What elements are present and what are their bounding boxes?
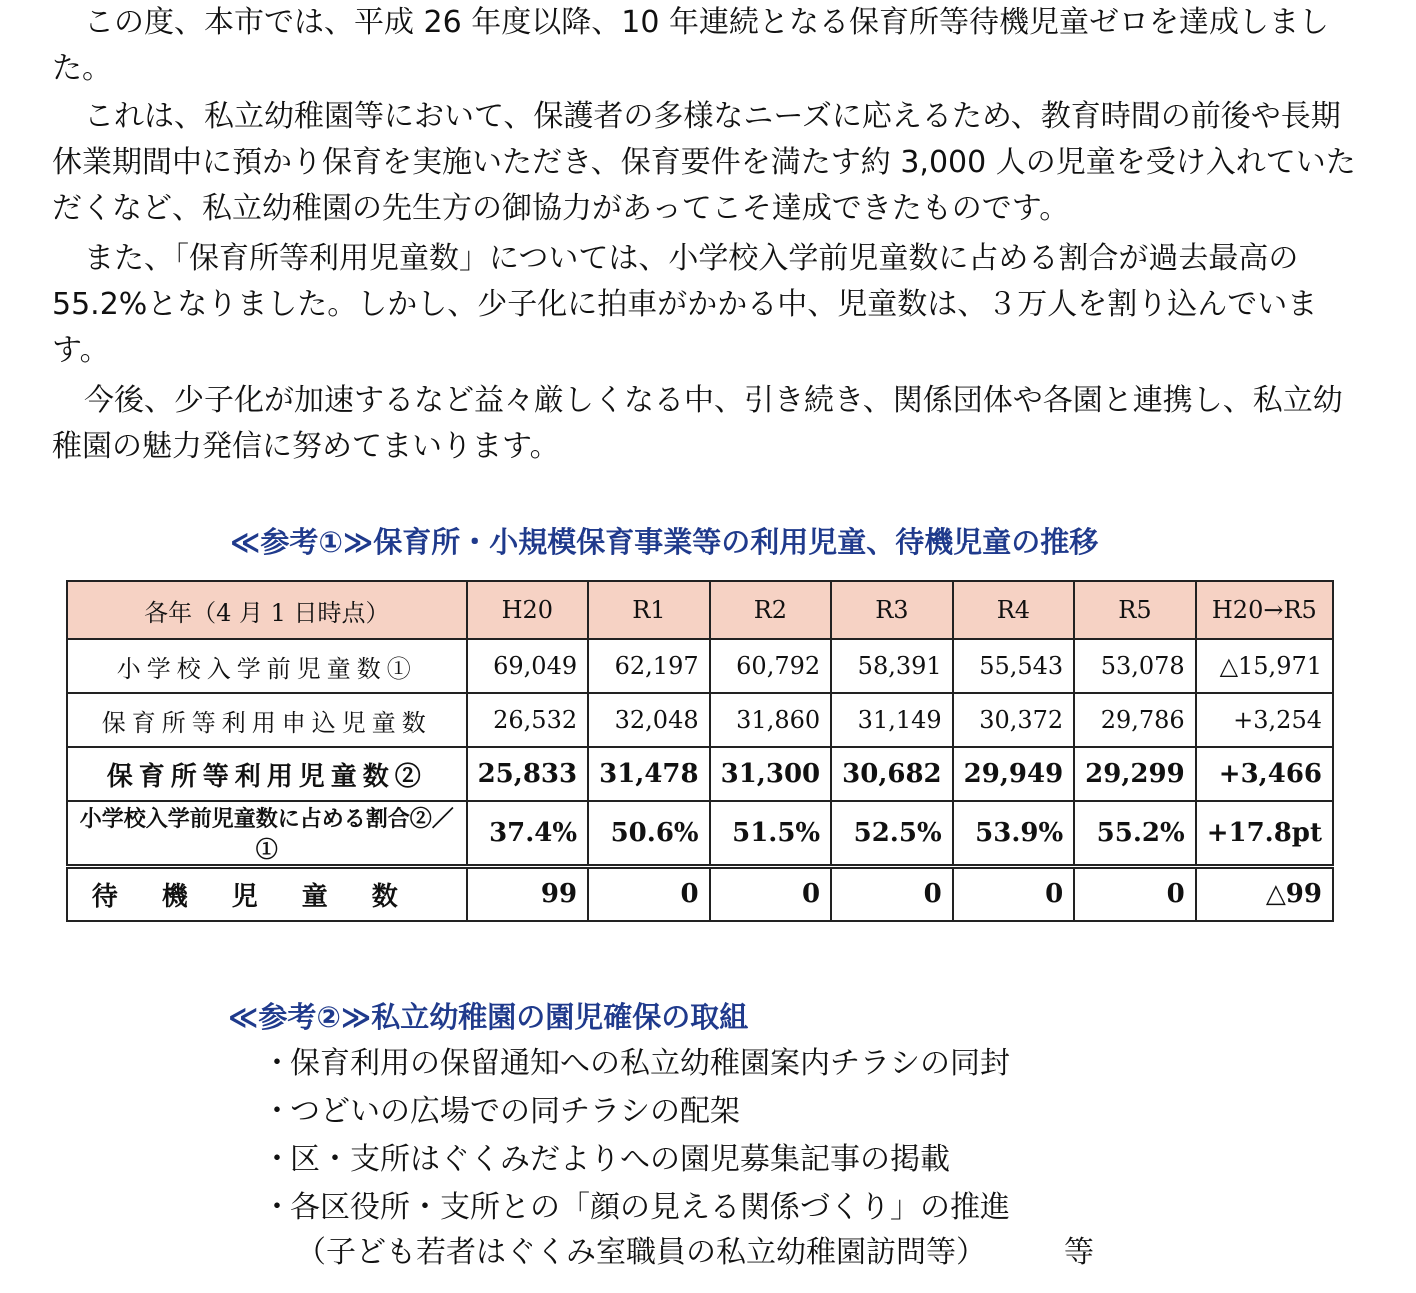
table-cell: 55.2% bbox=[1074, 801, 1196, 867]
bullet-mark: ・ bbox=[262, 1190, 292, 1225]
childcare-trend-table bbox=[66, 580, 1334, 922]
initiatives-note bbox=[296, 1230, 1094, 1276]
table-cell: 31,478 bbox=[588, 747, 710, 801]
change-cell: +3,466 bbox=[1196, 747, 1333, 801]
change-cell: +3,254 bbox=[1196, 693, 1333, 747]
table-cell: 55,543 bbox=[953, 639, 1075, 693]
reference1-heading: ≪参考①≫保育所・小規模保育事業等の利用児童、待機児童の推移 bbox=[230, 525, 1099, 559]
column-header: R3 bbox=[831, 581, 953, 639]
list-item-text: 区・支所はぐくみだよりへの園児募集記事の掲載 bbox=[290, 1142, 950, 1177]
table-cell: 0 bbox=[710, 867, 832, 921]
paragraph-intro bbox=[52, 0, 1362, 92]
list-item bbox=[262, 1040, 1010, 1088]
list-item-text: 各区役所・支所との「顔の見える関係づくり」の推進 bbox=[290, 1190, 1010, 1225]
table-cell: 29,949 bbox=[953, 747, 1075, 801]
list-item bbox=[262, 1184, 1010, 1232]
bullet-mark: ・ bbox=[262, 1046, 292, 1081]
column-header: R2 bbox=[710, 581, 832, 639]
table-cell: 26,532 bbox=[467, 693, 589, 747]
row-label: 小学校入学前児童数① bbox=[67, 639, 467, 693]
table-row bbox=[67, 639, 1333, 693]
table-cell: 32,048 bbox=[588, 693, 710, 747]
bullet-mark: ・ bbox=[262, 1142, 292, 1177]
table-cell: 0 bbox=[1074, 867, 1196, 921]
table-cell: 0 bbox=[588, 867, 710, 921]
table-cell: 51.5% bbox=[710, 801, 832, 867]
table-cell: 99 bbox=[467, 867, 589, 921]
table-cell: 31,300 bbox=[710, 747, 832, 801]
paragraph-cooperation bbox=[52, 94, 1362, 232]
table-cell: 69,049 bbox=[467, 639, 589, 693]
table-cell: 58,391 bbox=[831, 639, 953, 693]
list-item-text: 保育利用の保留通知への私立幼稚園案内チラシの同封 bbox=[290, 1046, 1010, 1081]
table-row bbox=[67, 867, 1333, 921]
table-cell: 0 bbox=[953, 867, 1075, 921]
table-cell: 29,299 bbox=[1074, 747, 1196, 801]
table-cell: 30,682 bbox=[831, 747, 953, 801]
list-item bbox=[262, 1136, 1010, 1184]
table-cell: 31,149 bbox=[831, 693, 953, 747]
column-header: H20 bbox=[467, 581, 589, 639]
column-header: H20→R5 bbox=[1196, 581, 1333, 639]
table-cell: 52.5% bbox=[831, 801, 953, 867]
table-cell: 0 bbox=[831, 867, 953, 921]
column-header: R4 bbox=[953, 581, 1075, 639]
paragraph-text: また、「保育所等利用児童数」については、小学校入学前児童数に占める割合が過去最高の 55.2%となりました。しかし、少子化に拍車がかかる中、児童数は、３万人を割り込んでいます。 bbox=[52, 241, 1318, 368]
table-header-row bbox=[67, 581, 1333, 639]
table-cell: 37.4% bbox=[467, 801, 589, 867]
paragraph-text: 今後、少子化が加速するなど益々厳しくなる中、引き続き、関係団体や各園と連携し、私立幼稚園の魅力発信に努めてまいります。 bbox=[52, 383, 1343, 464]
note-suffix: 等 bbox=[1064, 1235, 1094, 1270]
table-cell: 30,372 bbox=[953, 693, 1075, 747]
row-label: 小学校入学前児童数に占める割合②／① bbox=[67, 801, 467, 867]
table-cell: 25,833 bbox=[467, 747, 589, 801]
paragraph-usage-rate bbox=[52, 236, 1362, 374]
table-cell: 53.9% bbox=[953, 801, 1075, 867]
column-header: R1 bbox=[588, 581, 710, 639]
table-cell: 53,078 bbox=[1074, 639, 1196, 693]
list-item-text: つどいの広場での同チラシの配架 bbox=[290, 1094, 740, 1129]
table-cell: 60,792 bbox=[710, 639, 832, 693]
change-cell: △99 bbox=[1196, 867, 1333, 921]
column-header: R5 bbox=[1074, 581, 1196, 639]
reference2-heading: ≪参考②≫私立幼稚園の園児確保の取組 bbox=[228, 1000, 749, 1034]
table-row bbox=[67, 801, 1333, 867]
paragraph-text: これは、私立幼稚園等において、保護者の多様なニーズに応えるため、教育時間の前後や長期休業期間中に預かり保育を実施いただき、保育要件を満たす約 3,000 人の児童を受け入れていただくなど、私立幼稚園の先生方の御協力があってこそ達成できたものです。 bbox=[52, 99, 1356, 226]
row-label: 保育所等利用児童数② bbox=[67, 747, 467, 801]
paragraph-text: この度、本市では、平成 26 年度以降、10 年連続となる保育所等待機児童ゼロを達成しました。 bbox=[52, 5, 1329, 86]
table-cell: 62,197 bbox=[588, 639, 710, 693]
row-label: 保育所等利用申込児童数 bbox=[67, 693, 467, 747]
table-row bbox=[67, 747, 1333, 801]
row-label: 待機児童数 bbox=[67, 867, 467, 921]
paragraph-future bbox=[52, 378, 1362, 470]
table-row bbox=[67, 693, 1333, 747]
list-item bbox=[262, 1088, 1010, 1136]
change-cell: △15,971 bbox=[1196, 639, 1333, 693]
table-cell: 50.6% bbox=[588, 801, 710, 867]
bullet-mark: ・ bbox=[262, 1094, 292, 1129]
note-text: （子ども若者はぐくみ室職員の私立幼稚園訪問等） bbox=[296, 1235, 986, 1270]
table-cell: 29,786 bbox=[1074, 693, 1196, 747]
table-cell: 31,860 bbox=[710, 693, 832, 747]
change-cell: +17.8pt bbox=[1196, 801, 1333, 867]
initiatives-list bbox=[262, 1040, 1010, 1232]
column-header: 各年（4 月 1 日時点） bbox=[67, 581, 467, 639]
